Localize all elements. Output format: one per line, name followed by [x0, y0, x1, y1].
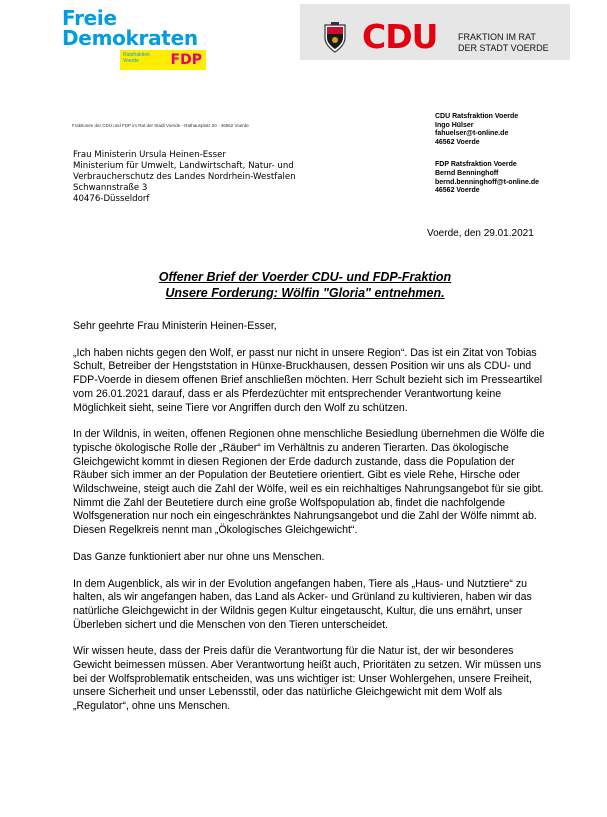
fdp-logo-line1: Freie [62, 6, 117, 30]
recipient-line: Ministerium für Umwelt, Landwirtschaft, Natur- und [73, 161, 294, 171]
contact-email: fahuelser@t-online.de [435, 130, 509, 138]
fdp-badge [120, 50, 206, 70]
body-paragraph: „Ich haben nichts gegen den Wolf, er passt nur nicht in unsere Region“. Das ist ein Zitat von Tobias Schult, Betreiber der Hengststation in Hünxe-Bruckhausen, dessen Position wir uns als CDU- und FDP-Voerde in diesem offenen Brief anschließen möchten. Herr Schult bezieht sich im Presseartikel vom 26.01.2021 darauf, dass er als Pferdezüchter mit entsprechender Verantwortung keine Möglichkeit sieht, seine Tiere vor Angriffen durch den Wolf zu schützen. [73, 346, 543, 414]
contact-line: Bernd Benninghoff [435, 169, 499, 177]
fdp-badge-small-1: Ratsfraktion [123, 52, 150, 58]
fdp-contact [435, 161, 539, 195]
recipient-line: Verbraucherschutz des Landes Nordrhein-Westfalen [73, 172, 296, 182]
title-line1: Offener Brief der Voerder CDU- und FDP-Fraktion [158, 270, 452, 284]
letter-title [60, 269, 550, 301]
cdu-subtitle-line1: FRAKTION IM RAT [458, 32, 536, 42]
cdu-subtitle-line2: DER STADT VOERDE [458, 43, 549, 53]
sender-address-line: Fraktionen der CDU und FDP im Rat der Stadt Voerde - Rathausplatz 20 - 46562 Voerde [72, 123, 249, 128]
fdp-badge-small-text [123, 52, 150, 64]
contact-email: bernd.benninghoff@t-online.de [435, 178, 540, 186]
city-crest-icon [322, 22, 348, 54]
letter-date: Voerde, den 29.01.2021 [427, 228, 534, 239]
recipient-line: Schwannstraße 3 [73, 183, 148, 193]
contact-block [435, 113, 539, 196]
contact-line: FDP Ratsfraktion Voerde [435, 161, 517, 169]
recipient-address [73, 150, 296, 205]
body-paragraph: In dem Augenblick, als wir in der Evolution angefangen haben, Tiere als „Haus- und Nutztiere“ zu halten, als wir angefangen haben, das Land als Acker- und Grünland zu kultivieren, haben wir das natürliche Gleichgewicht in der Wildnis gegen Kultur eingetauscht, Kultur, die uns ernährt, unser Überleben sichert und die Menschen von den Tieren unterscheidet. [73, 577, 532, 631]
recipient-line: 40476-Düsseldorf [73, 194, 150, 204]
body-paragraph: In der Wildnis, in weiten, offenen Regionen ohne menschliche Besiedlung übernehmen die Wölfe die typische ökologische Rolle der „Räuber“ im Verhältnis zu anderen Tierarten. Das ökologische Gleichgewicht kommt in diesen Regionen der Erde dadurch zustande, dass die Population der Räuber sich immer an der Population der Beutetiere orientiert. Gibt es viele Rehe, Hirsche oder Wildschweine, steigt auch die Zahl der Wölfe, weil es ein reichhaltiges Nahrungsangebot für sie gibt. Nimmt die Zahl der Beutetiere durch eine große Wolfspopulation ab, findet die nachfolgende Wolfsgeneration nur noch ein eingeschränktes Nahrungsangebot und die Zahl der Wölfe nimmt ab. Diesen Regelkreis nennt man „Ökologisches Gleichgewicht“. [73, 428, 545, 537]
contact-line: Ingo Hülser [435, 121, 474, 129]
salutation: Sehr geehrte Frau Ministerin Heinen-Esser, [73, 320, 277, 332]
recipient-line: Frau Ministerin Ursula Heinen-Esser [73, 150, 226, 160]
letter-body [73, 320, 548, 727]
fdp-logo [62, 8, 212, 68]
cdu-contact [435, 113, 539, 147]
body-paragraph: Das Ganze funktioniert aber nur ohne uns Menschen. [73, 550, 325, 563]
body-paragraph: Wir wissen heute, dass der Preis dafür die Verantwortung für die Natur ist, der wir besonderes Gewicht beimessen müssen. Aber Verantwortung heißt auch, Prioritäten zu setzen. Wir müssen uns bei der Wolfsproblematik entscheiden, was uns wichtiger ist: Unser Wohlergehen, unsere Freiheit, unsere Sicherheit und unser Lebensstil, oder das natürliche Gleichgewicht mit dem Wolf als „Regulator“, ohne uns Menschen. [73, 645, 542, 713]
cdu-subtitle [458, 32, 549, 54]
fdp-logo-line2: Demokraten [62, 26, 198, 50]
contact-line: CDU Ratsfraktion Voerde [435, 113, 519, 120]
cdu-wordmark: CDU [362, 17, 438, 56]
title-line2: Unsere Forderung: Wölfin "Gloria" entnehmen. [165, 286, 445, 300]
fdp-badge-small-2: Voerde [123, 58, 139, 64]
contact-line: 46562 Voerde [435, 187, 480, 195]
contact-line: 46562 Voerde [435, 138, 480, 146]
fdp-badge-big: FDP [170, 52, 202, 68]
